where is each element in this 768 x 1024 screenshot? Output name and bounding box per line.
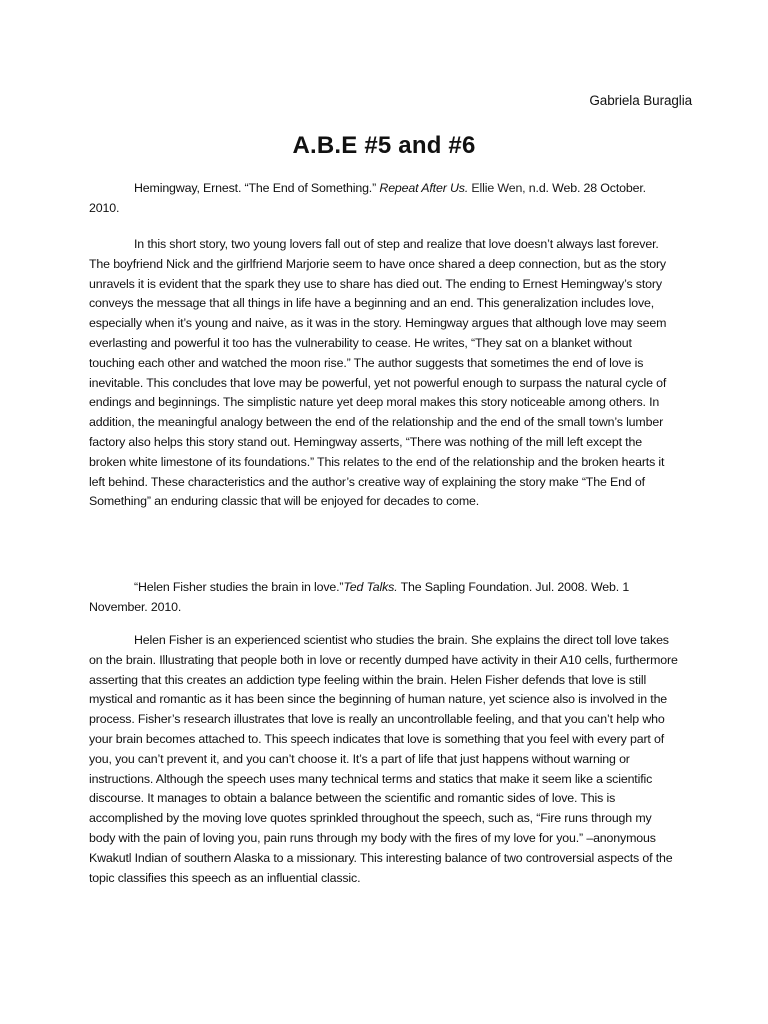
citation-1-prefix: Hemingway, Ernest. “The End of Something.” [134,181,377,195]
citation-1-middle: Ellie Wen, [471,181,526,195]
author-name: Gabriela Buraglia [589,93,692,108]
citation-1 [89,179,679,219]
page-title: A.B.E #5 and #6 [292,132,476,159]
citation-2 [89,578,679,618]
citation-1-source: Repeat After Us. [379,181,469,195]
citation-2-suffix: The Sapling Foundation. Jul. 2008. Web. 1 November. 2010. [89,580,630,614]
citation-2-prefix: “Helen Fisher studies the brain in love.” [134,580,344,594]
citation-1-suffix: n.d. Web. 28 October. 2010. [89,181,646,215]
paragraph-1: In this short story, two young lovers fall out of step and realize that love doesn’t always last forever. The boyfriend Nick and the girlfriend Marjorie seem to have once shared a deep connection, but as the story unravels it is evident that the spark they use to share has died out. The ending to Ernest Hemingway’s story conveys the message that all things in life have a beginning and an end. This generalization includes love, especially when it’s young and naive, as it was in the story. Hemingway argues that although love may seem everlasting and powerful it too has the vulnerability to cease. He writes, “They sat on a blanket without touching each other and watched the moon rise.” The author suggests that sometimes the end of love is inevitable. This concludes that love may be powerful, yet not powerful enough to surpass the natural cycle of endings and beginnings. The simplistic nature yet deep moral makes this story noticeable among others. In addition, the meaningful analogy between the end of the relationship and the end of the small town’s lumber factory also helps this story stand out. Hemingway asserts, “There was nothing of the mill left except the broken white limestone of its foundations.” This relates to the end of the relationship and the broken hearts it left behind. These characteristics and the author’s creative way of explaining the story make “The End of Something” an enduring classic that will be enjoyed for decades to come. [89,237,667,509]
citation-2-source: Ted Talks. [343,580,398,594]
paragraph-2: Helen Fisher is an experienced scientist who studies the brain. She explains the direct toll love takes on the brain. Illustrating that people both in love or recently dumped have activity in their A10 cells, furthermore asserting that this creates an addiction type feeling within the brain. Helen Fisher defends that love is still mystical and romantic as it has been since the beginning of human nature, yet science also is involved in the process. Fisher’s research illustrates that love is really an uncontrollable feeling, and that you can’t help who your brain becomes attached to. This speech indicates that love is something that you feel with every part of you, you can’t prevent it, and you can’t choose it. It’s a part of life that just happens without warning or instructions. Although the speech uses many technical terms and statics that make it seem like a scientific discourse. It manages to obtain a balance between the scientific and romantic sides of love. This is accomplished by the moving love quotes sprinkled throughout the speech, such as, “Fire runs through my body with the pain of loving you, pain runs through my body with the fires of my love for you.” –anonymous Kwakutl Indian of southern Alaska to a missionary. This interesting balance of two controversial aspects of the topic classifies this speech as an influential classic. [89,633,678,885]
